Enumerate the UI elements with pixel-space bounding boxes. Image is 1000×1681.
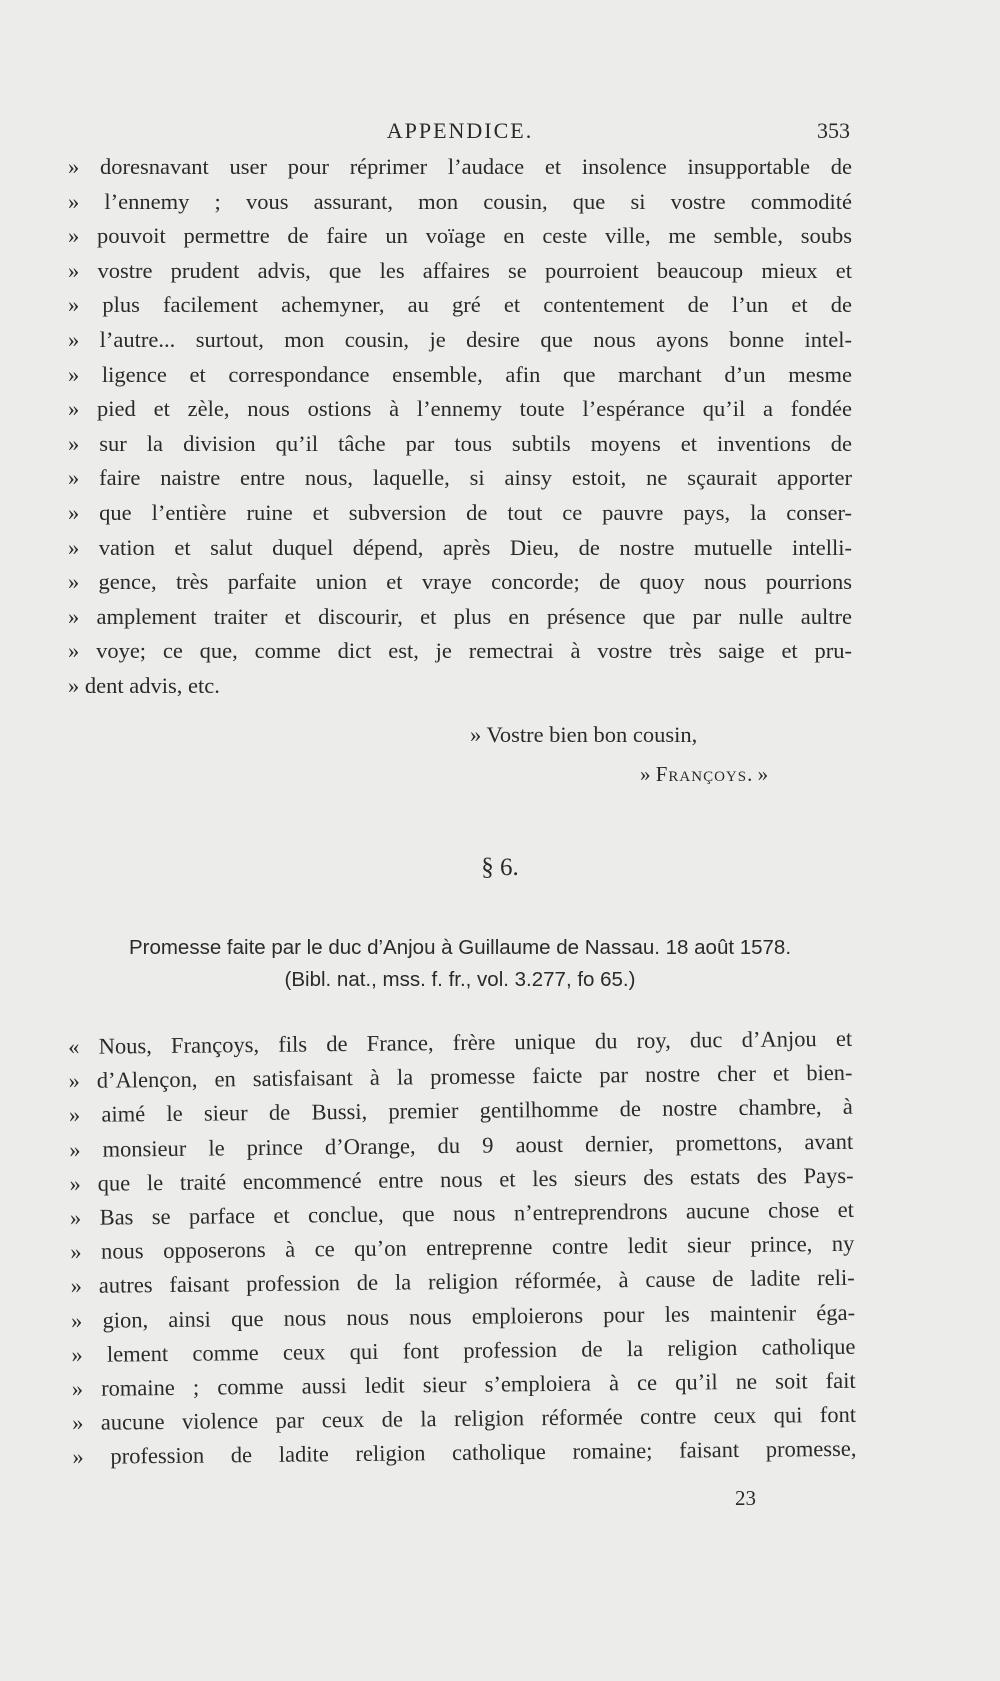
text-line: » que le traité encommencé entre nous et les sieurs des estats des Pays- — [69, 1162, 854, 1196]
text-line: » amplement traiter et discourir, et plus en présence que par nulle aultre — [68, 603, 852, 629]
text-line: » autres faisant profession de la religion réformée, à cause de ladite reli- — [70, 1265, 855, 1299]
text-line: » sur la division qu’il tâche par tous subtils moyens et inventions de — [68, 430, 852, 456]
text-line: » que l’entière ruine et subversion de tout ce pauvre pays, la conser- — [68, 499, 852, 525]
letter-closing: » Vostre bien bon cousin, — [470, 722, 698, 747]
signature-mark: 23 — [735, 1486, 756, 1510]
document-source-line: (Bibl. nat., mss. f. fr., vol. 3.277, fo 65.) — [284, 968, 636, 991]
letter-text — [68, 150, 852, 704]
text-line: » vation et salut duquel dépend, après Dieu, de nostre mutuelle intelli- — [68, 534, 852, 560]
text-line: » gence, très parfaite union et vraye concorde; de quoy nous pourrions — [68, 569, 852, 595]
text-line: » aucune violence par ceux de la religion réformée contre ceux qui font — [71, 1401, 857, 1436]
promise-text — [68, 1022, 857, 1475]
text-line: » voye; ce que, comme dict est, je remectrai à vostre très saige et pru- — [68, 638, 852, 664]
text-line: » pied et zèle, nous ostions à l’ennemy toute l’espérance qu’il a fondée — [68, 396, 852, 422]
page-number: 353 — [817, 118, 850, 143]
text-line: » aimé le sieur de Bussi, premier gentilhomme de nostre chambre, à — [68, 1094, 853, 1128]
running-header — [70, 118, 850, 148]
text-line: » dent advis, etc. — [68, 672, 220, 698]
text-line: » l’ennemy ; vous assurant, mon cousin, que si vostre commodité — [68, 188, 852, 214]
text-line: » pouvoit permettre de faire un voïage en ceste ville, me semble, soubs — [68, 223, 852, 249]
text-line: » d’Alençon, en satisfaisant à la promesse faicte par nostre cher et bien- — [68, 1059, 853, 1094]
text-line: » profession de ladite religion catholique romaine; faisant promesse, — [72, 1436, 857, 1470]
document-title — [60, 932, 860, 996]
document-title-line: Promesse faite par le duc d’Anjou à Guillaume de Nassau. 18 août 1578. — [128, 936, 792, 959]
signature-name: Françoys — [655, 762, 748, 786]
text-line: » Bas se parface et conclue, que nous n’entreprendrons aucune chose et — [69, 1196, 855, 1230]
text-line: « Nous, Françoys, fils de France, frère unique du roy, duc d’Anjou et — [68, 1025, 853, 1059]
text-line: » plus facilement achemyner, au gré et contentement de l’un et de — [68, 292, 852, 318]
text-line: » monsieur le prince d’Orange, du 9 aoust dernier, promettons, avant — [69, 1128, 854, 1162]
text-line: » gion, ainsi que nous nous nous emploierons pour les maintenir éga- — [70, 1299, 856, 1333]
text-line: » doresnavant user pour réprimer l’audace et insolence insupportable de — [68, 154, 852, 179]
signature-suffix: . » — [747, 762, 769, 786]
text-line: » lement comme ceux qui font profession de la religion catholique — [71, 1333, 856, 1367]
letter-signature — [640, 762, 768, 787]
text-line: » faire naistre entre nous, laquelle, si ainsy estoit, ne sçaurait apporter — [68, 465, 852, 491]
text-line: » romaine ; comme aussi ledit sieur s’emploiera à ce qu’il ne soit fait — [71, 1367, 856, 1401]
running-title: APPENDICE. — [386, 118, 534, 143]
text-line: » l’autre... surtout, mon cousin, je desire que nous ayons bonne intel- — [68, 326, 852, 352]
section-heading: § 6. — [481, 854, 519, 881]
text-line: » vostre prudent advis, que les affaires se pourroient beaucoup mieux et — [68, 257, 852, 283]
signature-prefix: » — [640, 762, 656, 786]
text-line: » ligence et correspondance ensemble, afin que marchant d’un mesme — [68, 361, 852, 387]
text-line: » nous opposerons à ce qu’on entreprenne contre ledit sieur prince, ny — [70, 1230, 855, 1265]
